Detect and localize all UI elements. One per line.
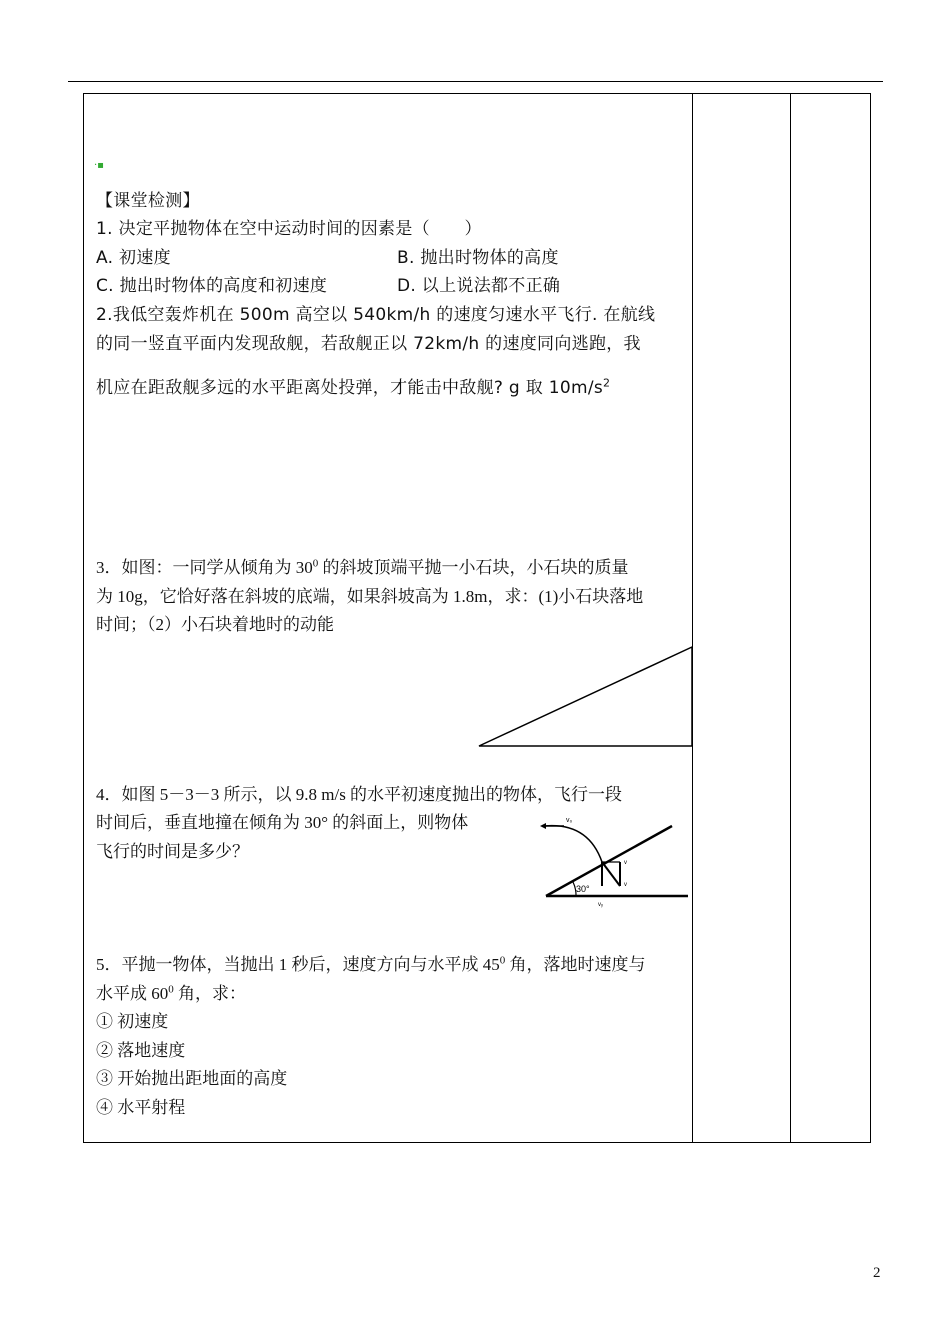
header-rule xyxy=(68,81,883,82)
q1-option-c: C. 抛出时物体的高度和初速度 xyxy=(96,276,328,296)
q4-line-3: 飞行的时间是多少？ xyxy=(96,842,249,861)
q3-line-2: 为 10g，它恰好落在斜坡的底端，如果斜坡高为 1.8m，求：(1)小石块落地 xyxy=(96,587,644,606)
q5-line-1 xyxy=(96,950,646,975)
vx-label: v xyxy=(624,882,627,888)
q1-stem: 1. 决定平抛物体在空中运动时间的因素是（ ） xyxy=(96,219,482,239)
q5-degree-sup-2: 0 xyxy=(168,983,174,996)
q3-line-1b: 的斜坡顶端平抛一小石块，小石块的质量 xyxy=(318,558,629,577)
q5-line-2b: 角，求： xyxy=(173,984,246,1003)
q4-line-1: 4．如图 5－3－3 所示，以 9.8 m/s 的水平初速度抛出的物体，飞行一段 xyxy=(96,785,623,804)
q2-exponent: 2 xyxy=(603,376,611,390)
q5-line-2a: 水平成 60 xyxy=(96,984,169,1003)
q2-line-2: 的同一竖直平面内发现敌舰，若敌舰正以 72km/h 的速度同向逃跑，我 xyxy=(96,334,641,354)
trajectory-curve xyxy=(544,826,602,862)
q2-line-3-text: 机应在距敌舰多远的水平距离处投弹，才能击中敌舰? g 取 10m/s xyxy=(96,378,604,398)
bottom-label: vᵧ xyxy=(598,902,603,908)
q5-item-3: ③ 开始抛出距地面的高度 xyxy=(96,1069,288,1088)
q5-line-1b: 角，落地时速度与 xyxy=(505,955,646,974)
slope-triangle xyxy=(479,647,692,746)
slope-triangle-figure xyxy=(476,644,696,750)
q5-degree-sup-1: 0 xyxy=(499,954,506,967)
v0-label: v₀ xyxy=(566,817,573,824)
vy-label: v xyxy=(624,860,627,866)
q2-line-3 xyxy=(96,373,610,398)
q1-option-d: D. 以上说法都不正确 xyxy=(397,276,561,296)
q4-line-2: 时间后，垂直地撞在倾角为 30° 的斜面上，则物体 xyxy=(96,813,469,832)
v0-arrowhead xyxy=(540,823,546,829)
angle-label: 30° xyxy=(576,884,590,894)
q2-line-1: 2.我低空轰炸机在 500m 高空以 540km/h 的速度匀速水平飞行. 在航线 xyxy=(96,305,656,325)
incline-projectile-figure xyxy=(536,812,692,908)
v-resultant xyxy=(602,862,620,886)
q3-line-1 xyxy=(96,553,629,578)
q3-line-3: 时间；（2）小石块着地时的动能 xyxy=(96,615,334,634)
q5-line-1a: 5．平抛一物体，当抛出 1 秒后，速度方向与水平成 45 xyxy=(96,955,500,974)
q3-degree-sup: 0 xyxy=(312,557,319,570)
q5-line-2 xyxy=(96,979,246,1004)
incline-line xyxy=(546,826,672,896)
column-divider-1 xyxy=(692,93,693,1143)
q5-item-1: ① 初速度 xyxy=(96,1012,169,1031)
q1-option-a: A. 初速度 xyxy=(96,248,171,268)
page-number: 2 xyxy=(873,1265,881,1281)
q3-line-1a: 3．如图：一同学从倾角为 30 xyxy=(96,558,313,577)
column-divider-2 xyxy=(790,93,791,1143)
scan-marks: ·▪ xyxy=(94,160,104,171)
q1-option-b: B. 抛出时物体的高度 xyxy=(397,248,559,268)
q5-item-4: ④ 水平射程 xyxy=(96,1098,186,1117)
section-title: 【课堂检测】 xyxy=(96,191,200,211)
q5-item-2: ② 落地速度 xyxy=(96,1041,186,1060)
